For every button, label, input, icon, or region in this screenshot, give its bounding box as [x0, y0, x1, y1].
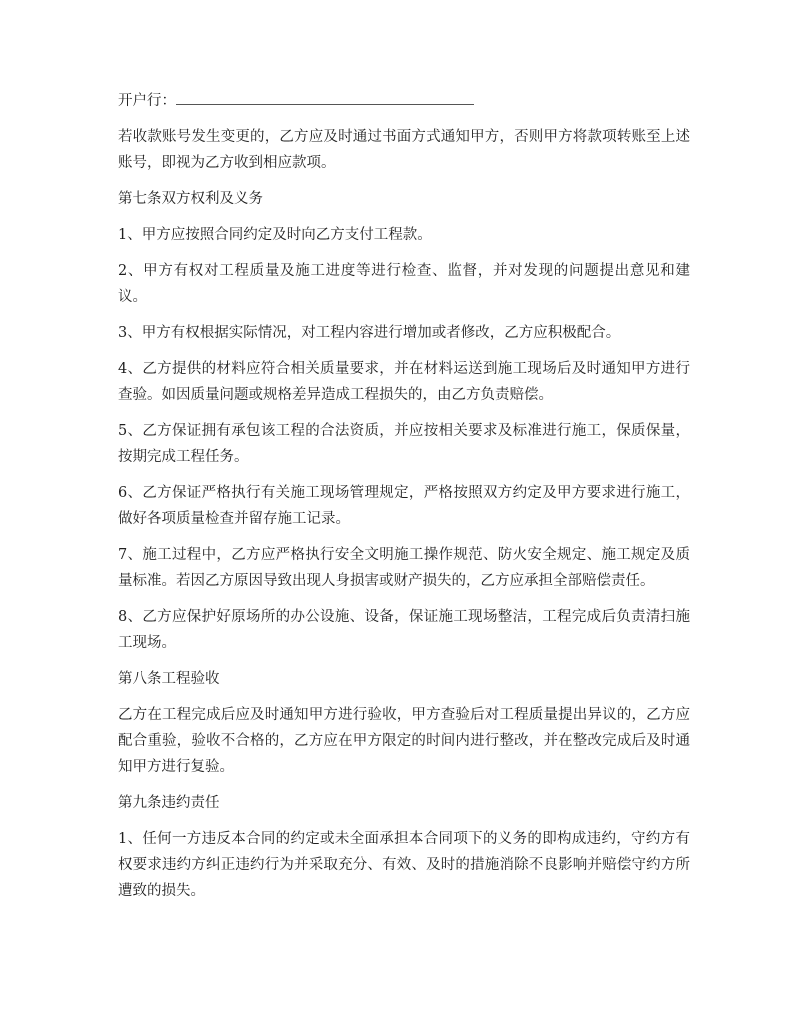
paragraph: 5、乙方保证拥有承包该工程的合法资质，并应按相关要求及标准进行施工，保质保量，按期完成工程任务。 [118, 423, 690, 465]
paragraph: 7、施工过程中，乙方应严格执行安全文明施工操作规范、防火安全规定、施工规定及质量标准。若因乙方原因导致出现人身损害或财产损失的，乙方应承担全部赔偿责任。 [118, 547, 690, 589]
paragraph: 1、任何一方违反本合同的约定或未全面承担本合同项下的义务的即构成违约，守约方有权要求违约方纠正违约行为并采取充分、有效、及时的措施消除不良影响并赔偿守约方所遭致的损失。 [118, 831, 690, 899]
paragraph: 1、甲方应按照合同约定及时向乙方支付工程款。 [118, 227, 432, 243]
paragraph: 乙方在工程完成后应及时通知甲方进行验收，甲方查验后对工程质量提出异议的，乙方应配合重验，验收不合格的，乙方应在甲方限定的时间内进行整改，并在整改完成后及时通知甲方进行复验。 [118, 707, 690, 775]
document-page [118, 88, 690, 914]
paragraph: 4、乙方提供的材料应符合相关质量要求，并在材料运送到施工现场后及时通知甲方进行查验。如因质量问题或规格差异造成工程损失的，由乙方负责赔偿。 [118, 361, 690, 403]
paragraph: 6、乙方保证严格执行有关施工现场管理规定，严格按照双方约定及甲方要求进行施工，做好各项质量检查并留存施工记录。 [118, 485, 690, 527]
bank-label: 开户行： [118, 93, 176, 109]
section-heading: 第八条工程验收 [118, 671, 220, 687]
paragraph: 2、甲方有权对工程质量及施工进度等进行检查、监督，并对发现的问题提出意见和建议。 [118, 263, 690, 305]
bank-blank-field [176, 90, 474, 105]
paragraph: 8、乙方应保护好原场所的办公设施、设备，保证施工现场整洁，工程完成后负责清扫施工现场。 [118, 609, 690, 651]
bank-line [118, 88, 690, 114]
paragraph: 3、甲方有权根据实际情况，对工程内容进行增加或者修改，乙方应积极配合。 [118, 325, 621, 341]
section-heading: 第九条违约责任 [118, 795, 220, 811]
section-heading: 第七条双方权利及义务 [118, 191, 263, 207]
paragraph: 若收款账号发生变更的，乙方应及时通过书面方式通知甲方，否则甲方将款项转账至上述账号，即视为乙方收到相应款项。 [118, 129, 690, 171]
